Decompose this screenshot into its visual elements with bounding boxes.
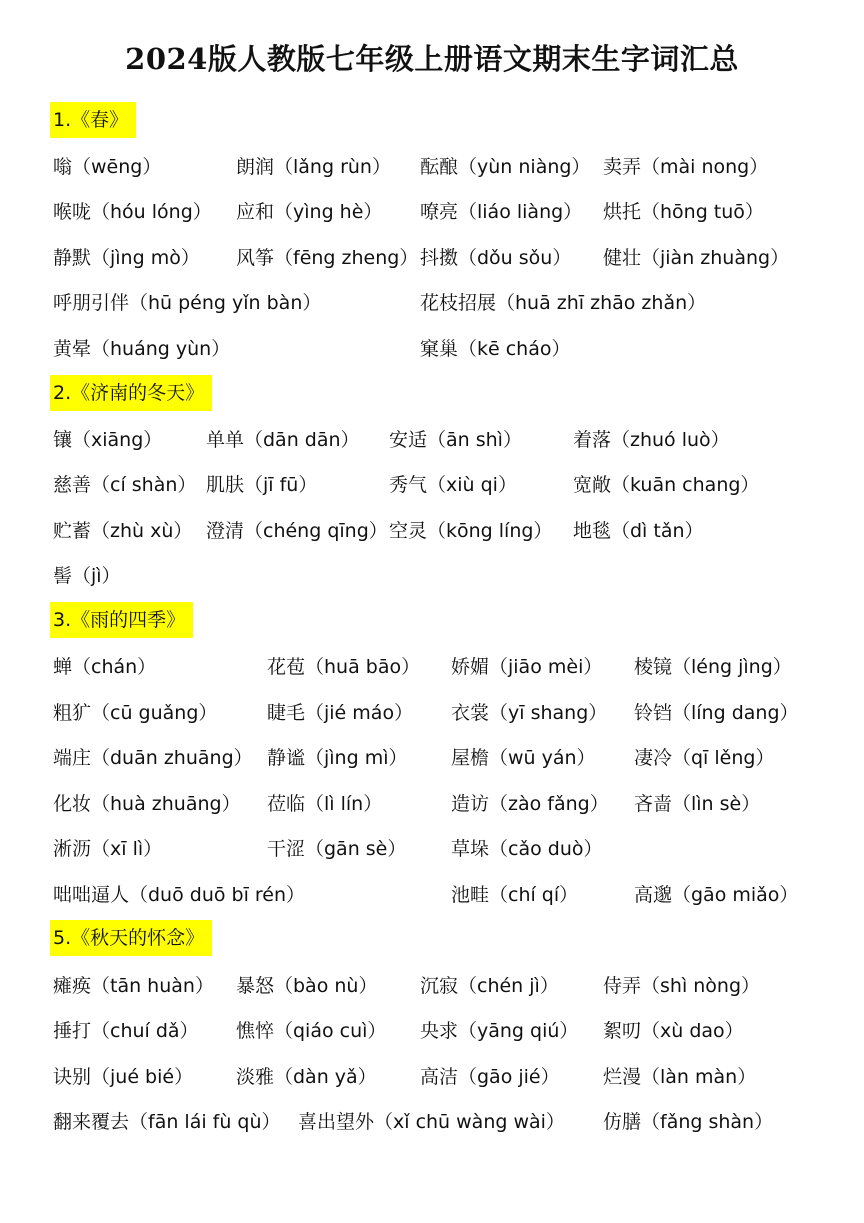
vocab-item: 风筝（fēng zheng） (236, 247, 419, 269)
vocab-item: 花枝招展（huā zhī zhāo zhǎn） (420, 292, 707, 314)
vocab-item: 高邈（gāo miǎo） (634, 884, 799, 906)
vocab-row (0, 693, 864, 733)
page-title: 2024版人教版七年级上册语文期末生字词汇总 (125, 42, 739, 76)
vocab-item: 肌肤（jī fū） (206, 474, 318, 496)
vocab-item: 化妆（huà zhuāng） (53, 793, 241, 815)
vocab-item: 暴怒（bào nù） (236, 975, 378, 997)
vocab-item: 高洁（gāo jié） (420, 1066, 560, 1088)
vocab-item: 衣裳（yī shang） (451, 702, 608, 724)
vocab-row (0, 1102, 864, 1142)
vocab-item: 草垛（cǎo duò） (451, 838, 603, 860)
vocab-item: 仿膳（fǎng shàn） (603, 1111, 774, 1133)
vocab-item: 凄冷（qī lěng） (634, 747, 775, 769)
vocab-item: 娇媚（jiāo mèi） (451, 656, 603, 678)
vocab-item: 睫毛（jié máo） (267, 702, 414, 724)
vocab-row (0, 647, 864, 687)
vocab-item: 屋檐（wū yán） (451, 747, 596, 769)
vocab-item: 空灵（kōng líng） (389, 520, 553, 542)
vocab-item: 咄咄逼人（duō duō bī rén） (53, 884, 306, 906)
section-heading: 1.《春》 (50, 102, 136, 138)
vocab-item: 贮蓄（zhù xù） (53, 520, 193, 542)
vocab-item: 池畦（chí qí） (451, 884, 579, 906)
vocab-item: 吝啬（lìn sè） (634, 793, 761, 815)
vocab-item: 抖擞（dǒu sǒu） (420, 247, 572, 269)
section-heading: 5.《秋天的怀念》 (50, 920, 212, 956)
vocab-item: 喉咙（hóu lóng） (53, 201, 212, 223)
vocab-item: 花苞（huā bāo） (267, 656, 421, 678)
vocab-item: 单单（dān dān） (206, 429, 360, 451)
vocab-item: 烘托（hōng tuō） (603, 201, 764, 223)
vocab-row (0, 420, 864, 460)
vocab-item: 澄清（chéng qīng） (206, 520, 388, 542)
vocab-item: 卖弄（mài nong） (603, 156, 769, 178)
vocab-row (0, 966, 864, 1006)
vocab-item: 沉寂（chén jì） (420, 975, 559, 997)
vocab-item: 应和（yìng hè） (236, 201, 383, 223)
vocab-item: 嘹亮（liáo liàng） (420, 201, 583, 223)
vocab-item: 静默（jìng mò） (53, 247, 200, 269)
vocab-item: 捶打（chuí dǎ） (53, 1020, 199, 1042)
vocab-row (0, 147, 864, 187)
vocab-item: 酝酿（yùn niàng） (420, 156, 591, 178)
vocab-item: 地毯（dì tǎn） (573, 520, 704, 542)
vocab-row (0, 738, 864, 778)
vocab-item: 静谧（jìng mì） (267, 747, 408, 769)
vocab-item: 嗡（wēng） (53, 156, 162, 178)
vocab-item: 呼朋引伴（hū péng yǐn bàn） (53, 292, 322, 314)
vocab-row (0, 283, 864, 323)
vocab-item: 诀别（jué bié） (53, 1066, 194, 1088)
vocab-item: 镶（xiāng） (53, 429, 163, 451)
vocab-item: 瘫痪（tān huàn） (53, 975, 214, 997)
vocab-row (0, 1057, 864, 1097)
vocab-item: 蝉（chán） (53, 656, 157, 678)
vocab-row (0, 1011, 864, 1051)
vocab-item: 端庄（duān zhuāng） (53, 747, 253, 769)
section-heading: 3.《雨的四季》 (50, 602, 193, 638)
vocab-row (0, 511, 864, 551)
vocab-item: 窠巢（kē cháo） (420, 338, 571, 360)
vocab-item: 粗犷（cū guǎng） (53, 702, 218, 724)
vocab-item: 莅临（lì lín） (267, 793, 383, 815)
vocab-item: 干涩（gān sè） (267, 838, 407, 860)
vocab-item: 黄晕（huáng yùn） (53, 338, 231, 360)
vocab-item: 髻（jì） (53, 565, 121, 587)
vocab-row (0, 192, 864, 232)
vocab-row (0, 329, 864, 369)
vocab-item: 央求（yāng qiú） (420, 1020, 579, 1042)
vocab-item: 宽敞（kuān chang） (573, 474, 760, 496)
vocab-item: 安适（ān shì） (389, 429, 522, 451)
vocab-row (0, 875, 864, 915)
vocab-row (0, 238, 864, 278)
vocab-item: 侍弄（shì nòng） (603, 975, 761, 997)
vocab-row (0, 556, 864, 596)
vocab-item: 淅沥（xī lì） (53, 838, 163, 860)
vocab-item: 造访（zào fǎng） (451, 793, 609, 815)
section-heading: 2.《济南的冬天》 (50, 375, 212, 411)
vocab-item: 喜出望外（xǐ chū wàng wài） (298, 1111, 565, 1133)
vocab-item: 朗润（lǎng rùn） (236, 156, 391, 178)
vocab-item: 棱镜（léng jìng） (634, 656, 792, 678)
vocab-item: 慈善（cí shàn） (53, 474, 197, 496)
vocab-item: 翻来覆去（fān lái fù qù） (53, 1111, 281, 1133)
vocab-item: 着落（zhuó luò） (573, 429, 730, 451)
vocab-item: 淡雅（dàn yǎ） (236, 1066, 377, 1088)
vocab-item: 烂漫（làn màn） (603, 1066, 757, 1088)
vocab-row (0, 784, 864, 824)
vocab-item: 憔悴（qiáo cuì） (236, 1020, 387, 1042)
vocab-row (0, 829, 864, 869)
vocab-item: 秀气（xiù qi） (389, 474, 517, 496)
vocab-item: 健壮（jiàn zhuàng） (603, 247, 790, 269)
vocab-item: 铃铛（líng dang） (634, 702, 799, 724)
vocab-row (0, 465, 864, 505)
vocab-item: 絮叨（xù dao） (603, 1020, 744, 1042)
